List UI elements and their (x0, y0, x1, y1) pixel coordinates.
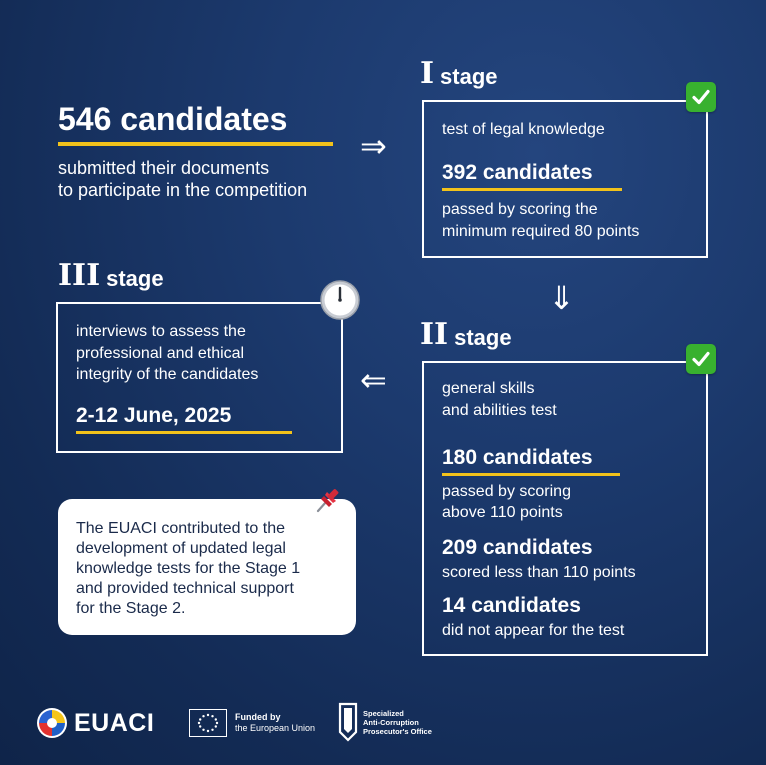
stage-3-date (76, 403, 292, 434)
intro-line-1: submitted their documents (58, 158, 270, 178)
stage-3-description-line-1: interviews to assess the (76, 323, 246, 340)
stage-2-passed-count (442, 445, 620, 476)
eu-funding-logo (189, 709, 315, 737)
stage-2-below-line-1: scored less than 110 points (442, 564, 636, 581)
stage-2-passed-line-1: passed by scoring (442, 483, 571, 500)
stage-1-result-line-2: minimum required 80 points (442, 223, 640, 240)
stage-1-description: test of legal knowledge (442, 121, 605, 138)
stage-1-result-line-1: passed by scoring the (442, 201, 598, 218)
arrow-down-icon: ⇓ (548, 279, 575, 317)
note-line-2: development of updated legal (76, 540, 286, 557)
note-line-5: for the Stage 2. (76, 600, 186, 617)
stage-2-below-count: 209 candidates (442, 536, 593, 559)
stage-1-card (422, 100, 708, 258)
stage-1-result-count-text: 392 candidates (442, 161, 593, 184)
stage-2-title (420, 317, 512, 352)
stage-3-date-text: 2-12 June, 2025 (76, 404, 232, 427)
note-line-3: knowledge tests for the Stage 1 (76, 560, 301, 577)
stage-2-label: stage (454, 325, 512, 350)
stage-2-numeral: II (420, 317, 449, 352)
stage-1-title (420, 56, 498, 91)
sapo-logo (338, 702, 432, 742)
stage-3-numeral: III (58, 258, 101, 293)
eu-funding-line-2: the European Union (235, 723, 316, 733)
note-line-1: The EUACI contributed to the (76, 520, 285, 537)
stage-3-clock-icon (319, 279, 361, 326)
stage-1-check-mark-icon (686, 82, 716, 112)
arrow-right-icon: ⇒ (360, 127, 387, 165)
sapo-line-1: Specialized (363, 708, 404, 718)
stage-2-check-mark-icon (686, 344, 716, 374)
stage-2-absent-line-1: did not appear for the test (442, 622, 625, 639)
intro-line-2: to participate in the competition (58, 180, 308, 200)
stage-1-numeral: I (420, 56, 435, 91)
intro-headline-text: 546 candidates (58, 101, 288, 137)
stage-2-passed-line-2: above 110 points (442, 504, 563, 521)
stage-3-description-line-2: professional and ethical (76, 345, 245, 362)
intro-headline (58, 100, 333, 146)
pushpin-icon (312, 484, 344, 521)
sapo-shield-icon (338, 702, 358, 742)
eu-funding-line-1: Funded by (235, 712, 281, 722)
eu-flag-icon (189, 709, 227, 737)
arrow-left-icon: ⇐ (360, 361, 387, 399)
stage-3-description-line-3: integrity of the candidates (76, 366, 259, 383)
stage-2-absent-count: 14 candidates (442, 594, 581, 617)
euaci-emblem-icon (36, 707, 68, 739)
stage-3-label: stage (106, 266, 164, 291)
stage-3-card (56, 302, 343, 453)
note-line-4: and provided technical support (76, 580, 294, 597)
stage-1-result-count (442, 160, 622, 191)
stage-3-title (58, 258, 164, 293)
euaci-wordmark: EUACI (74, 708, 155, 737)
sapo-line-2: Anti-Corruption (363, 717, 419, 727)
stage-2-passed-count-text: 180 candidates (442, 446, 593, 469)
stage-2-description-line-2: and abilities test (442, 402, 557, 419)
stage-1-label: stage (440, 64, 498, 89)
sapo-line-3: Prosecutor's Office (363, 726, 432, 736)
euaci-logo (36, 707, 154, 739)
stage-2-card (422, 361, 708, 656)
stage-2-description-line-1: general skills (442, 380, 535, 397)
